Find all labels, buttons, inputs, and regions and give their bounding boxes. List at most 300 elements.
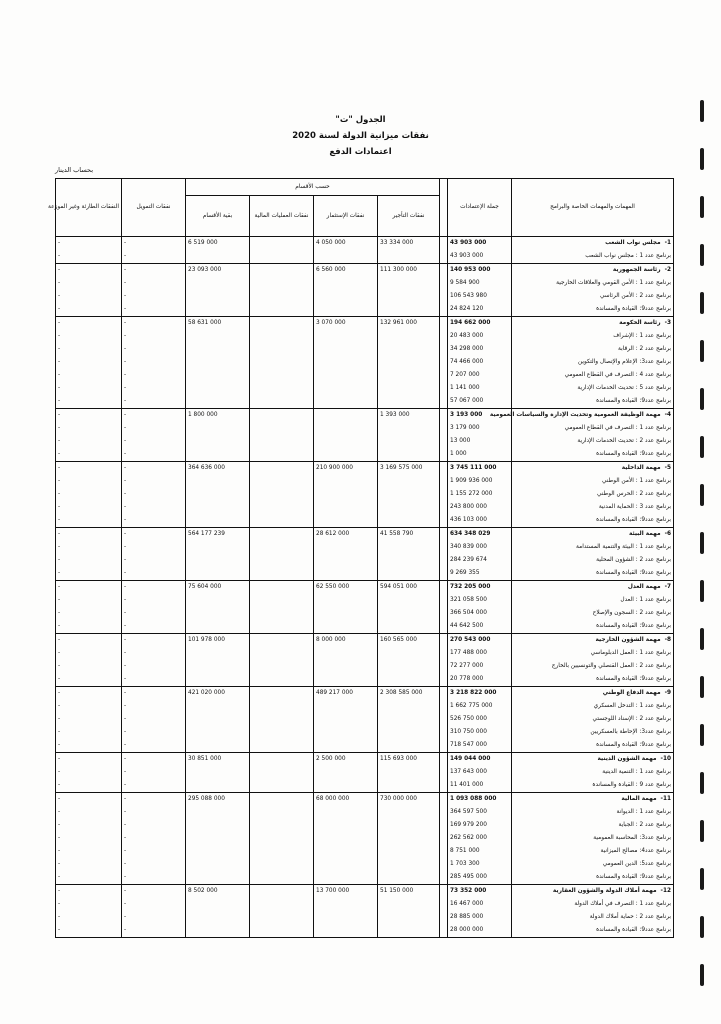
program-unallocated-dash: - — [56, 845, 122, 858]
mission-name — [512, 753, 674, 767]
empty-cell — [186, 343, 250, 356]
binder-hole — [700, 244, 704, 266]
program-name: برنامج عدد9: القيادة والمساندة — [512, 924, 674, 938]
program-unallocated-dash: - — [56, 620, 122, 634]
empty-cell — [314, 475, 378, 488]
program-total: 137 643 000 — [448, 766, 512, 779]
empty-cell — [250, 514, 314, 528]
mission-label: مهمة الشؤون الدينية — [597, 756, 657, 762]
empty-cell — [314, 435, 378, 448]
mission-total: 1 093 088 000 — [448, 793, 512, 807]
program-name: برنامج عدد 5 : تحديث الخدمات الإدارية — [512, 382, 674, 395]
gap-cell — [440, 581, 448, 595]
col-header-rest: بقية الأقسام — [186, 196, 250, 237]
program-row — [56, 330, 674, 343]
empty-cell — [186, 488, 250, 501]
program-name: برنامج عدد9: القيادة والمساندة — [512, 739, 674, 753]
mission-rest: 364 636 000 — [186, 462, 250, 476]
program-name: برنامج عدد 1 : العدل — [512, 594, 674, 607]
program-name: برنامج عدد3: الإحاطة بالعسكريين — [512, 726, 674, 739]
program-name: برنامج عدد 1 : الإشراف — [512, 330, 674, 343]
binder-hole — [700, 628, 704, 650]
mission-financing: - — [122, 753, 186, 767]
mission-investment: 489 217 000 — [314, 687, 378, 701]
document-title: نفقات ميزانية الدولة لسنة 2020 — [292, 131, 429, 141]
mission-financing: - — [122, 317, 186, 331]
program-total: 1 155 272 000 — [448, 488, 512, 501]
program-row — [56, 567, 674, 581]
mission-unallocated: - — [56, 581, 122, 595]
empty-cell — [314, 448, 378, 462]
mission-name — [512, 237, 674, 251]
program-unallocated-dash: - — [56, 554, 122, 567]
program-row — [56, 290, 674, 303]
gap-cell — [440, 330, 448, 343]
program-total: 74 466 000 — [448, 356, 512, 369]
program-name: برنامج عدد 2 : الحرس الوطني — [512, 488, 674, 501]
mission-row — [56, 793, 674, 807]
empty-cell — [378, 898, 440, 911]
mission-number: 12- — [660, 888, 672, 894]
mission-row — [56, 264, 674, 278]
empty-cell — [314, 369, 378, 382]
empty-cell — [314, 567, 378, 581]
empty-cell — [378, 673, 440, 687]
table-label: الجدول "ت" — [335, 115, 386, 125]
empty-cell — [314, 647, 378, 660]
empty-cell — [378, 567, 440, 581]
program-row — [56, 620, 674, 634]
mission-salaries: 160 565 000 — [378, 634, 440, 648]
empty-cell — [314, 700, 378, 713]
binder-hole — [700, 772, 704, 794]
program-total: 9 584 900 — [448, 277, 512, 290]
program-financing-dash: - — [122, 382, 186, 395]
program-name: برنامج عدد9: القيادة والمساندة — [512, 567, 674, 581]
mission-rest: 101 978 000 — [186, 634, 250, 648]
mission-financial-ops — [250, 793, 314, 807]
binder-hole — [700, 820, 704, 842]
document-subtitle: اعتمادات الدفع — [329, 147, 392, 157]
program-name: برنامج عدد 1 : التنمية الدينية — [512, 766, 674, 779]
mission-row — [56, 237, 674, 251]
program-row — [56, 395, 674, 409]
gap-cell — [440, 753, 448, 767]
empty-cell — [250, 501, 314, 514]
empty-cell — [378, 660, 440, 673]
mission-salaries: 730 000 000 — [378, 793, 440, 807]
empty-cell — [378, 395, 440, 409]
mission-name — [512, 528, 674, 542]
gap-cell — [440, 475, 448, 488]
empty-cell — [378, 739, 440, 753]
program-financing-dash: - — [122, 594, 186, 607]
program-row — [56, 779, 674, 793]
program-row — [56, 911, 674, 924]
empty-cell — [186, 832, 250, 845]
empty-cell — [314, 779, 378, 793]
empty-cell — [314, 766, 378, 779]
empty-cell — [186, 924, 250, 938]
program-unallocated-dash: - — [56, 607, 122, 620]
gap-cell — [440, 779, 448, 793]
binder-hole — [700, 340, 704, 362]
binder-hole — [700, 100, 704, 122]
mission-row — [56, 687, 674, 701]
program-row — [56, 924, 674, 938]
empty-cell — [314, 726, 378, 739]
col-header-salaries: نفقات التأجير — [378, 196, 440, 237]
program-unallocated-dash: - — [56, 858, 122, 871]
gap-cell — [440, 634, 448, 648]
program-name: برنامج عدد 2 : السجون والإصلاح — [512, 607, 674, 620]
binder-hole — [700, 868, 704, 890]
gap-cell — [440, 607, 448, 620]
empty-cell — [186, 779, 250, 793]
program-row — [56, 382, 674, 395]
empty-cell — [314, 607, 378, 620]
gap-cell — [440, 647, 448, 660]
program-row — [56, 819, 674, 832]
mission-number: 7- — [664, 584, 672, 590]
empty-cell — [186, 673, 250, 687]
mission-row — [56, 409, 674, 423]
program-unallocated-dash: - — [56, 395, 122, 409]
empty-cell — [314, 488, 378, 501]
program-financing-dash: - — [122, 554, 186, 567]
program-total: 321 058 500 — [448, 594, 512, 607]
empty-cell — [378, 356, 440, 369]
program-total: 262 562 000 — [448, 832, 512, 845]
program-total: 366 504 000 — [448, 607, 512, 620]
gap-cell — [440, 303, 448, 317]
mission-row — [56, 581, 674, 595]
empty-cell — [314, 620, 378, 634]
empty-cell — [250, 395, 314, 409]
empty-cell — [314, 858, 378, 871]
empty-cell — [186, 422, 250, 435]
col-header-financial-ops: نفقات العمليات المالية — [250, 196, 314, 237]
program-row — [56, 700, 674, 713]
binder-hole — [700, 676, 704, 698]
program-financing-dash: - — [122, 739, 186, 753]
gap-cell — [440, 250, 448, 264]
empty-cell — [250, 277, 314, 290]
program-financing-dash: - — [122, 303, 186, 317]
program-financing-dash: - — [122, 277, 186, 290]
empty-cell — [250, 343, 314, 356]
gap-cell — [440, 264, 448, 278]
empty-cell — [186, 726, 250, 739]
gap-cell — [440, 528, 448, 542]
mission-financing: - — [122, 409, 186, 423]
mission-label: مهمة الداخلية — [621, 465, 661, 471]
empty-cell — [378, 330, 440, 343]
mission-unallocated: - — [56, 753, 122, 767]
empty-cell — [186, 250, 250, 264]
empty-cell — [378, 488, 440, 501]
program-total: 9 269 355 — [448, 567, 512, 581]
gap-cell — [440, 845, 448, 858]
program-row — [56, 343, 674, 356]
mission-financial-ops — [250, 264, 314, 278]
program-row — [56, 607, 674, 620]
empty-cell — [186, 303, 250, 317]
program-financing-dash: - — [122, 726, 186, 739]
empty-cell — [186, 898, 250, 911]
program-financing-dash: - — [122, 435, 186, 448]
program-name: برنامج عدد 1 : العمل الدبلوماسي — [512, 647, 674, 660]
empty-cell — [250, 541, 314, 554]
gap-cell — [440, 858, 448, 871]
program-unallocated-dash: - — [56, 330, 122, 343]
program-unallocated-dash: - — [56, 700, 122, 713]
gap-cell — [440, 462, 448, 476]
empty-cell — [378, 858, 440, 871]
empty-cell — [314, 356, 378, 369]
empty-cell — [250, 898, 314, 911]
gap-cell — [440, 435, 448, 448]
program-name: برنامج عدد9: القيادة والمساندة — [512, 303, 674, 317]
mission-total: 270 543 000 — [448, 634, 512, 648]
mission-name — [512, 687, 674, 701]
mission-label: رئاسة الجمهورية — [612, 267, 661, 273]
empty-cell — [250, 303, 314, 317]
document-header — [0, 112, 721, 160]
empty-cell — [314, 713, 378, 726]
program-financing-dash: - — [122, 567, 186, 581]
empty-cell — [186, 739, 250, 753]
mission-total: 3 745 111 000 — [448, 462, 512, 476]
gap-cell — [440, 514, 448, 528]
binder-hole — [700, 724, 704, 746]
program-financing-dash: - — [122, 620, 186, 634]
mission-rest: 6 519 000 — [186, 237, 250, 251]
gap-cell — [440, 898, 448, 911]
gap-cell — [440, 793, 448, 807]
empty-cell — [250, 330, 314, 343]
binder-hole — [700, 580, 704, 602]
gap-cell — [440, 488, 448, 501]
program-row — [56, 488, 674, 501]
mission-row — [56, 317, 674, 331]
program-total: 7 207 000 — [448, 369, 512, 382]
program-total: 13 000 — [448, 435, 512, 448]
mission-salaries: 33 334 000 — [378, 237, 440, 251]
mission-label: مهمة أملاك الدولة والشؤون العقارية — [552, 888, 657, 894]
program-financing-dash: - — [122, 369, 186, 382]
col-header-total: جملة الإعتمادات — [448, 179, 512, 237]
mission-rest: 421 020 000 — [186, 687, 250, 701]
mission-investment: 3 070 000 — [314, 317, 378, 331]
program-total: 106 543 980 — [448, 290, 512, 303]
gap-cell — [440, 448, 448, 462]
budget-table — [47, 178, 674, 938]
empty-cell — [314, 911, 378, 924]
empty-cell — [186, 395, 250, 409]
empty-cell — [250, 766, 314, 779]
program-total: 1 909 936 000 — [448, 475, 512, 488]
program-row — [56, 594, 674, 607]
mission-investment: 4 050 000 — [314, 237, 378, 251]
mission-name — [489, 409, 674, 423]
program-total: 57 067 000 — [448, 395, 512, 409]
gap-cell — [440, 673, 448, 687]
empty-cell — [250, 475, 314, 488]
mission-rest: 295 088 000 — [186, 793, 250, 807]
empty-cell — [186, 607, 250, 620]
program-total: 44 642 500 — [448, 620, 512, 634]
empty-cell — [314, 330, 378, 343]
mission-label: مهمة المالية — [621, 796, 657, 802]
program-row — [56, 766, 674, 779]
empty-cell — [378, 713, 440, 726]
empty-cell — [250, 739, 314, 753]
gap-cell — [440, 766, 448, 779]
empty-cell — [378, 726, 440, 739]
mission-financial-ops — [250, 687, 314, 701]
program-name: برنامج عدد 2 : تحديث الخدمات الإدارية — [512, 435, 674, 448]
empty-cell — [250, 607, 314, 620]
empty-cell — [314, 422, 378, 435]
gap-cell — [440, 395, 448, 409]
program-unallocated-dash: - — [56, 435, 122, 448]
binder-hole — [700, 484, 704, 506]
mission-total: 73 352 000 — [448, 885, 512, 899]
empty-cell — [378, 277, 440, 290]
program-row — [56, 435, 674, 448]
empty-cell — [250, 448, 314, 462]
empty-cell — [250, 713, 314, 726]
program-row — [56, 858, 674, 871]
program-total: 310 750 000 — [448, 726, 512, 739]
gap-cell — [440, 277, 448, 290]
gap-cell — [440, 541, 448, 554]
empty-cell — [250, 435, 314, 448]
mission-total: 3 193 000 — [448, 409, 512, 423]
col-header-financing: نفقات التمويل — [122, 179, 186, 237]
mission-salaries: 3 169 575 000 — [378, 462, 440, 476]
empty-cell — [186, 620, 250, 634]
empty-cell — [314, 845, 378, 858]
empty-cell — [314, 250, 378, 264]
header-gap — [440, 179, 448, 237]
mission-row — [56, 528, 674, 542]
program-row — [56, 647, 674, 660]
mission-row — [56, 753, 674, 767]
mission-financing: - — [122, 634, 186, 648]
empty-cell — [314, 924, 378, 938]
empty-cell — [378, 594, 440, 607]
empty-cell — [186, 819, 250, 832]
gap-cell — [440, 687, 448, 701]
mission-salaries: 115 693 000 — [378, 753, 440, 767]
empty-cell — [250, 488, 314, 501]
program-name: برنامج عدد 1 : مجلس نواب الشعب — [512, 250, 674, 264]
program-total: 20 778 000 — [448, 673, 512, 687]
program-unallocated-dash: - — [56, 819, 122, 832]
mission-number: 8- — [664, 637, 672, 643]
mission-unallocated: - — [56, 409, 122, 423]
mission-investment: 210 900 000 — [314, 462, 378, 476]
program-row — [56, 448, 674, 462]
program-row — [56, 898, 674, 911]
gap-cell — [440, 911, 448, 924]
program-unallocated-dash: - — [56, 475, 122, 488]
empty-cell — [250, 924, 314, 938]
empty-cell — [250, 422, 314, 435]
mission-rest: 58 631 000 — [186, 317, 250, 331]
empty-cell — [314, 514, 378, 528]
mission-row — [56, 885, 674, 899]
gap-cell — [440, 567, 448, 581]
program-financing-dash: - — [122, 845, 186, 858]
mission-unallocated: - — [56, 237, 122, 251]
mission-label: مهمة البيئة — [628, 531, 661, 537]
program-name: برنامج عدد9: القيادة والمساندة — [512, 395, 674, 409]
program-row — [56, 541, 674, 554]
program-name: برنامج عدد 2 : الشؤون المحلية — [512, 554, 674, 567]
mission-unallocated: - — [56, 317, 122, 331]
binder-hole — [700, 916, 704, 938]
program-row — [56, 806, 674, 819]
mission-financial-ops — [250, 462, 314, 476]
program-unallocated-dash: - — [56, 567, 122, 581]
mission-rest: 564 177 239 — [186, 528, 250, 542]
empty-cell — [378, 250, 440, 264]
empty-cell — [378, 607, 440, 620]
program-name: برنامج عدد 1 : البيئة والتنمية المستدامة — [512, 541, 674, 554]
program-row — [56, 832, 674, 845]
program-total: 11 401 000 — [448, 779, 512, 793]
program-financing-dash: - — [122, 819, 186, 832]
empty-cell — [186, 448, 250, 462]
program-financing-dash: - — [122, 806, 186, 819]
program-financing-dash: - — [122, 647, 186, 660]
mission-investment: 13 700 000 — [314, 885, 378, 899]
program-row — [56, 356, 674, 369]
mission-total: 140 953 000 — [448, 264, 512, 278]
program-financing-dash: - — [122, 673, 186, 687]
empty-cell — [378, 303, 440, 317]
program-name: برنامج عدد 2 : الجباية — [512, 819, 674, 832]
mission-financial-ops — [250, 634, 314, 648]
empty-cell — [378, 422, 440, 435]
empty-cell — [378, 871, 440, 885]
empty-cell — [186, 594, 250, 607]
program-unallocated-dash: - — [56, 448, 122, 462]
mission-rest: 23 093 000 — [186, 264, 250, 278]
empty-cell — [378, 343, 440, 356]
empty-cell — [250, 806, 314, 819]
program-total: 1 141 000 — [448, 382, 512, 395]
program-total: 526 750 000 — [448, 713, 512, 726]
mission-number: 10- — [660, 756, 672, 762]
program-name: برنامج عدد 1 : الأمن القومي والعلاقات الخارجية — [512, 277, 674, 290]
mission-label: مهمة الشؤون الخارجية — [595, 637, 661, 643]
mission-unallocated: - — [56, 462, 122, 476]
empty-cell — [314, 673, 378, 687]
program-name: برنامج عدد 2 : الإسناد اللوجستي — [512, 713, 674, 726]
mission-label: رئاسة الحكومة — [619, 320, 661, 326]
program-name: برنامج عدد 2 : العمل القنصلي والتونسيين بالخارج — [512, 660, 674, 673]
empty-cell — [378, 382, 440, 395]
empty-cell — [314, 277, 378, 290]
program-financing-dash: - — [122, 700, 186, 713]
program-name: برنامج عدد 1 : الأمن الوطني — [512, 475, 674, 488]
empty-cell — [250, 554, 314, 567]
program-total: 43 903 000 — [448, 250, 512, 264]
